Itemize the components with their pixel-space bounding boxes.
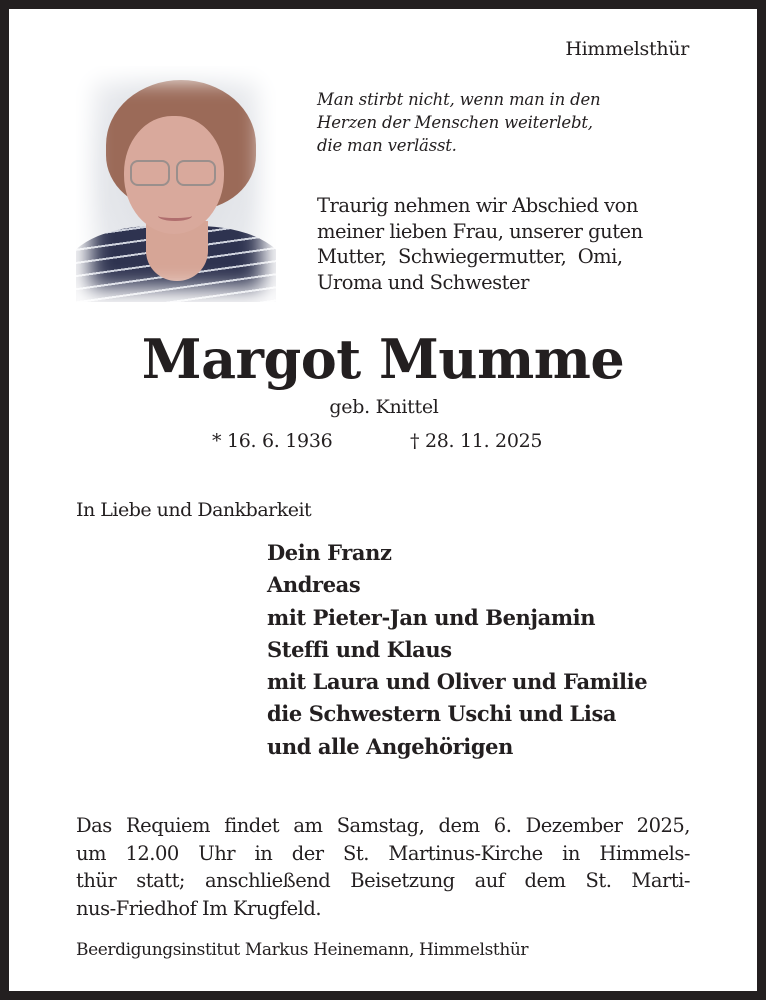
mourner-line: mit Pieter-Jan und Benjamin: [267, 604, 596, 630]
quote-line: die man verlässt.: [317, 136, 457, 155]
undertaker-line: Beerdigungsinstitut Markus Heinemann, Himmelsthür: [76, 940, 529, 960]
requiem-line: Das Requiem findet am Samstag, dem 6. Dezember 2025,: [76, 814, 690, 837]
memorial-quote: [317, 88, 600, 157]
farewell-intro: [317, 193, 643, 295]
death-date: † 28. 11. 2025: [410, 430, 543, 452]
mourner-line: Steffi und Klaus: [267, 636, 452, 662]
requiem-line: um 12.00 Uhr in der St. Martinus-Kirche in Himmels-: [76, 841, 690, 865]
mourner-line: mit Laura und Oliver und Familie: [267, 669, 648, 695]
mourner-line: die Schwestern Uschi und Lisa: [267, 701, 617, 727]
portrait-photo: [76, 66, 276, 302]
requiem-line: thür statt; anschließend Beisetzung auf dem St. Marti-: [76, 869, 690, 892]
requiem-details: [76, 812, 690, 922]
intro-line: Traurig nehmen wir Abschied von: [317, 194, 638, 217]
photo-vignette: [76, 66, 276, 302]
mourner-line: Dein Franz: [267, 540, 392, 565]
birth-name: geb. Knittel: [329, 396, 439, 418]
requiem-line: nus-Friedhof Im Krugfeld.: [76, 896, 322, 920]
birth-date: * 16. 6. 1936: [212, 430, 333, 452]
location-header: Himmelsthür: [565, 38, 689, 60]
mourners-list: [267, 537, 647, 763]
deceased-name: Margot Mumme: [141, 327, 625, 391]
intro-line: Mutter, Schwiegermutter, Omi,: [317, 245, 623, 268]
mourner-line: Andreas: [267, 572, 361, 598]
intro-line: meiner lieben Frau, unserer guten: [317, 219, 643, 243]
mourner-line: und alle Angehörigen: [267, 733, 513, 759]
quote-line: Herzen der Menschen weiterlebt,: [317, 113, 593, 132]
thanks-line: In Liebe und Dankbarkeit: [76, 499, 312, 521]
intro-line: Uroma und Schwester: [317, 270, 529, 294]
quote-line: Man stirbt nicht, wenn man in den: [317, 90, 601, 109]
